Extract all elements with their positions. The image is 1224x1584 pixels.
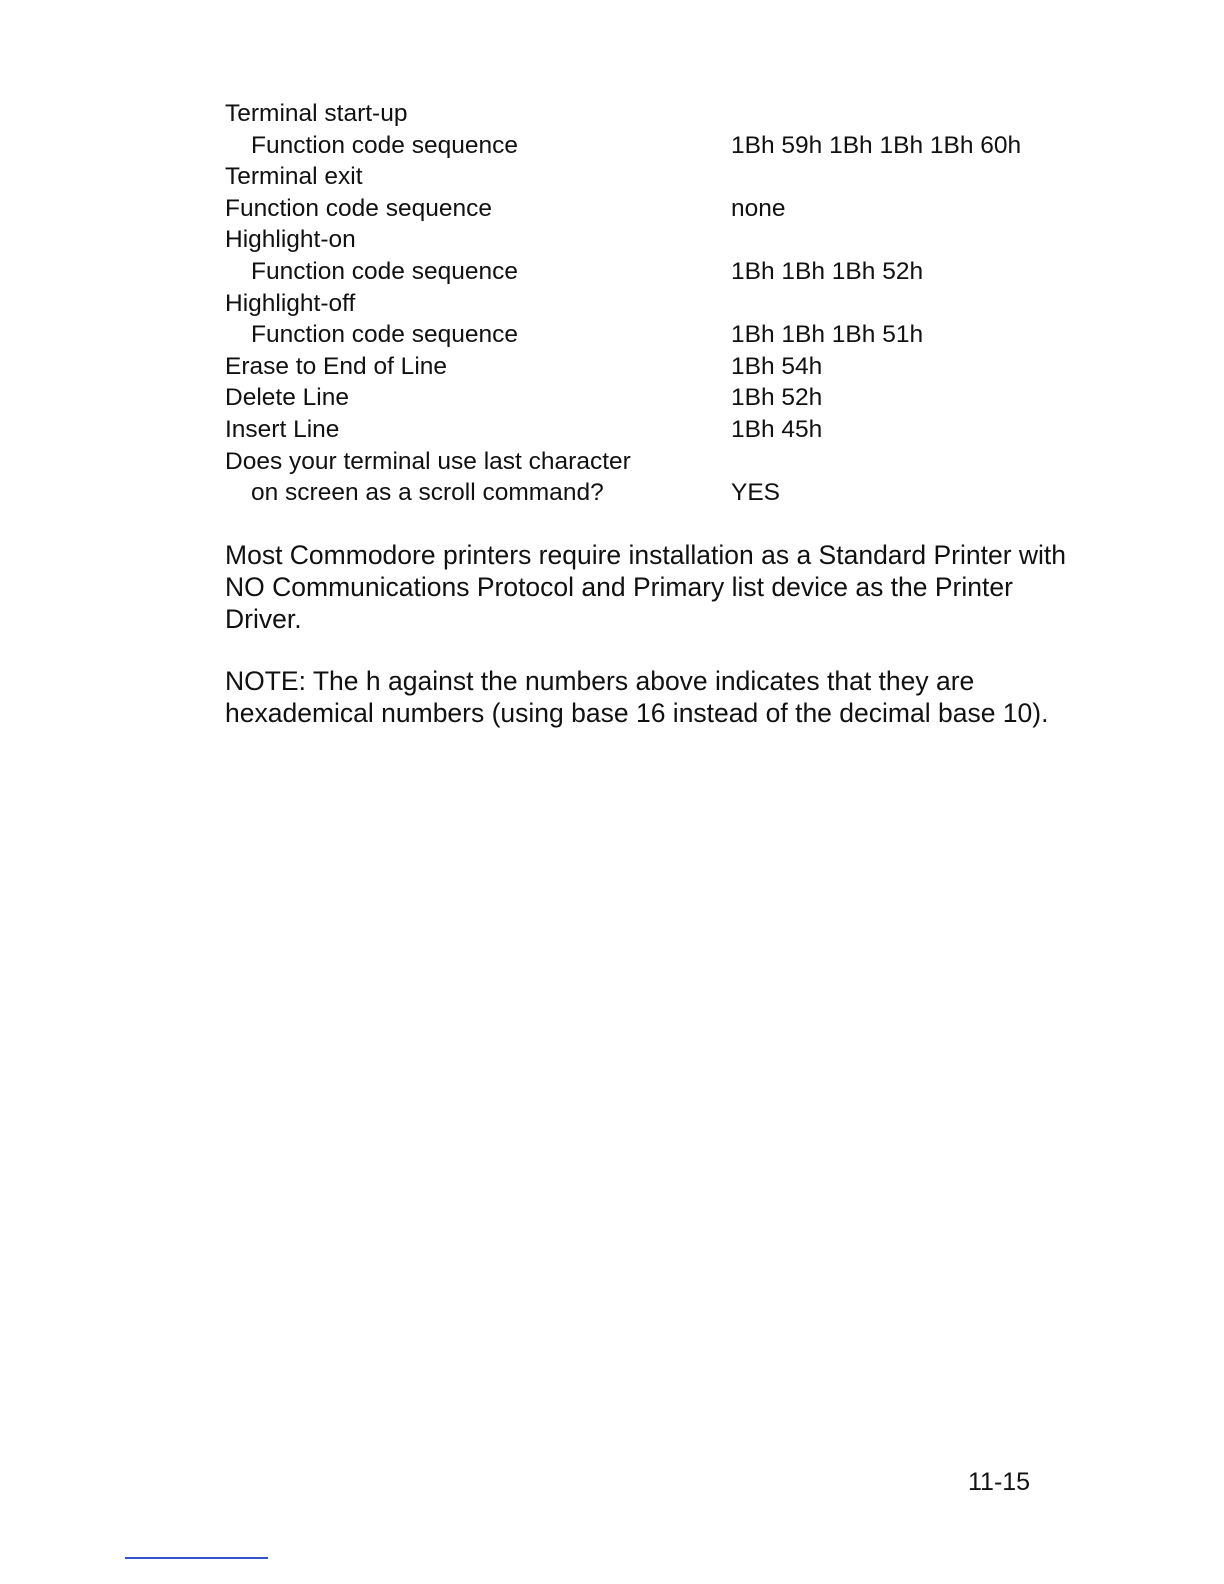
settings-row	[225, 319, 1085, 351]
hex-note-paragraph: NOTE: The h against the numbers above indicates that they are hexademical numbers (using base 16 instead of the decimal base 10).	[225, 666, 1049, 728]
printer-install-paragraph: Most Commodore printers require installation as a Standard Printer with NO Communications Protocol and Primary list device as the Printer Driver.	[225, 540, 1067, 634]
setting-label: Function code sequence	[251, 321, 518, 349]
setting-label: on screen as a scroll command?	[251, 479, 604, 507]
setting-value: 1Bh 52h	[731, 384, 823, 412]
settings-row	[225, 477, 1085, 509]
setting-label: Delete Line	[225, 384, 349, 412]
footer-rule	[125, 1557, 268, 1559]
setting-value: 1Bh 1Bh 1Bh 52h	[731, 257, 924, 285]
setting-label: Function code sequence	[251, 131, 518, 159]
setting-label: Highlight-off	[225, 289, 356, 317]
settings-row	[225, 130, 1085, 162]
settings-row	[225, 193, 1085, 225]
settings-row	[225, 256, 1085, 288]
setting-label: Function code sequence	[225, 194, 492, 222]
setting-value: YES	[731, 479, 781, 507]
settings-row	[225, 224, 1085, 256]
page-number: 11-15	[968, 1468, 1031, 1496]
settings-table	[225, 98, 1085, 509]
setting-value: 1Bh 1Bh 1Bh 51h	[731, 321, 924, 349]
setting-value: 1Bh 45h	[731, 415, 823, 443]
setting-value: 1Bh 59h 1Bh 1Bh 1Bh 60h	[731, 131, 1022, 159]
setting-label: Terminal start-up	[225, 100, 408, 127]
setting-label: Erase to End of Line	[225, 352, 448, 380]
settings-row	[225, 288, 1085, 320]
settings-row	[225, 414, 1085, 446]
settings-row	[225, 161, 1085, 193]
setting-value: 1Bh 54h	[731, 352, 823, 380]
setting-value: none	[731, 194, 786, 222]
settings-row	[225, 98, 1085, 130]
settings-row	[225, 351, 1085, 383]
setting-label: Does your terminal use last character	[225, 447, 631, 475]
settings-row	[225, 382, 1085, 414]
settings-row	[225, 446, 1085, 478]
setting-label: Function code sequence	[251, 257, 518, 285]
setting-label: Insert Line	[225, 415, 340, 443]
setting-label: Terminal exit	[225, 163, 363, 191]
setting-label: Highlight-on	[225, 226, 356, 254]
